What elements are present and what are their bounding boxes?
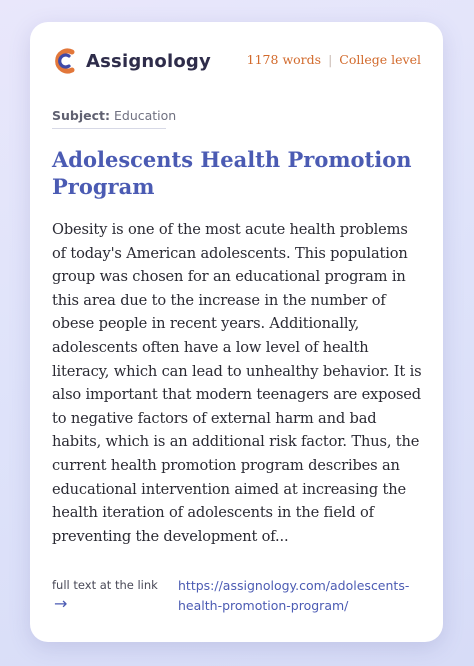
meta-separator: | xyxy=(328,52,333,67)
full-text-link[interactable]: https://assignology.com/adolescents-health-promotion-program/ xyxy=(178,578,410,613)
essay-excerpt: Obesity is one of the most acute health problems of today's American adolescents. This population group was chosen for an educational program in this area due to the increase in the number of obese people in recent years. Additionally, adolescents often have a low level of health literacy, which can lead to unhealthy behavior. It is also important that modern teenagers are exposed to negative factors of external harm and bad habits, which is an additional risk factor. Thus, the current health promotion program describes an educational intervention aimed at increasing the health iteration of adolescents in the field of preventing the development of... xyxy=(52,221,422,545)
subject-label: Subject: xyxy=(52,108,110,123)
subject-divider xyxy=(52,128,166,129)
brand-name: Assignology xyxy=(86,50,211,72)
arrow-right-icon[interactable]: → xyxy=(54,594,68,613)
academic-level: College level xyxy=(339,52,421,67)
essay-title: Adolescents Health Promotion Program xyxy=(52,147,412,199)
subject-value: Education xyxy=(113,108,177,123)
brand-logo[interactable] xyxy=(52,46,211,76)
essay-card xyxy=(30,22,443,642)
subject-line xyxy=(52,108,176,123)
assignology-logo-icon xyxy=(52,46,82,76)
full-text-label: full text at the link xyxy=(52,578,158,592)
card-header xyxy=(52,44,421,80)
essay-meta xyxy=(247,52,421,67)
word-count: 1178 words xyxy=(246,52,322,67)
